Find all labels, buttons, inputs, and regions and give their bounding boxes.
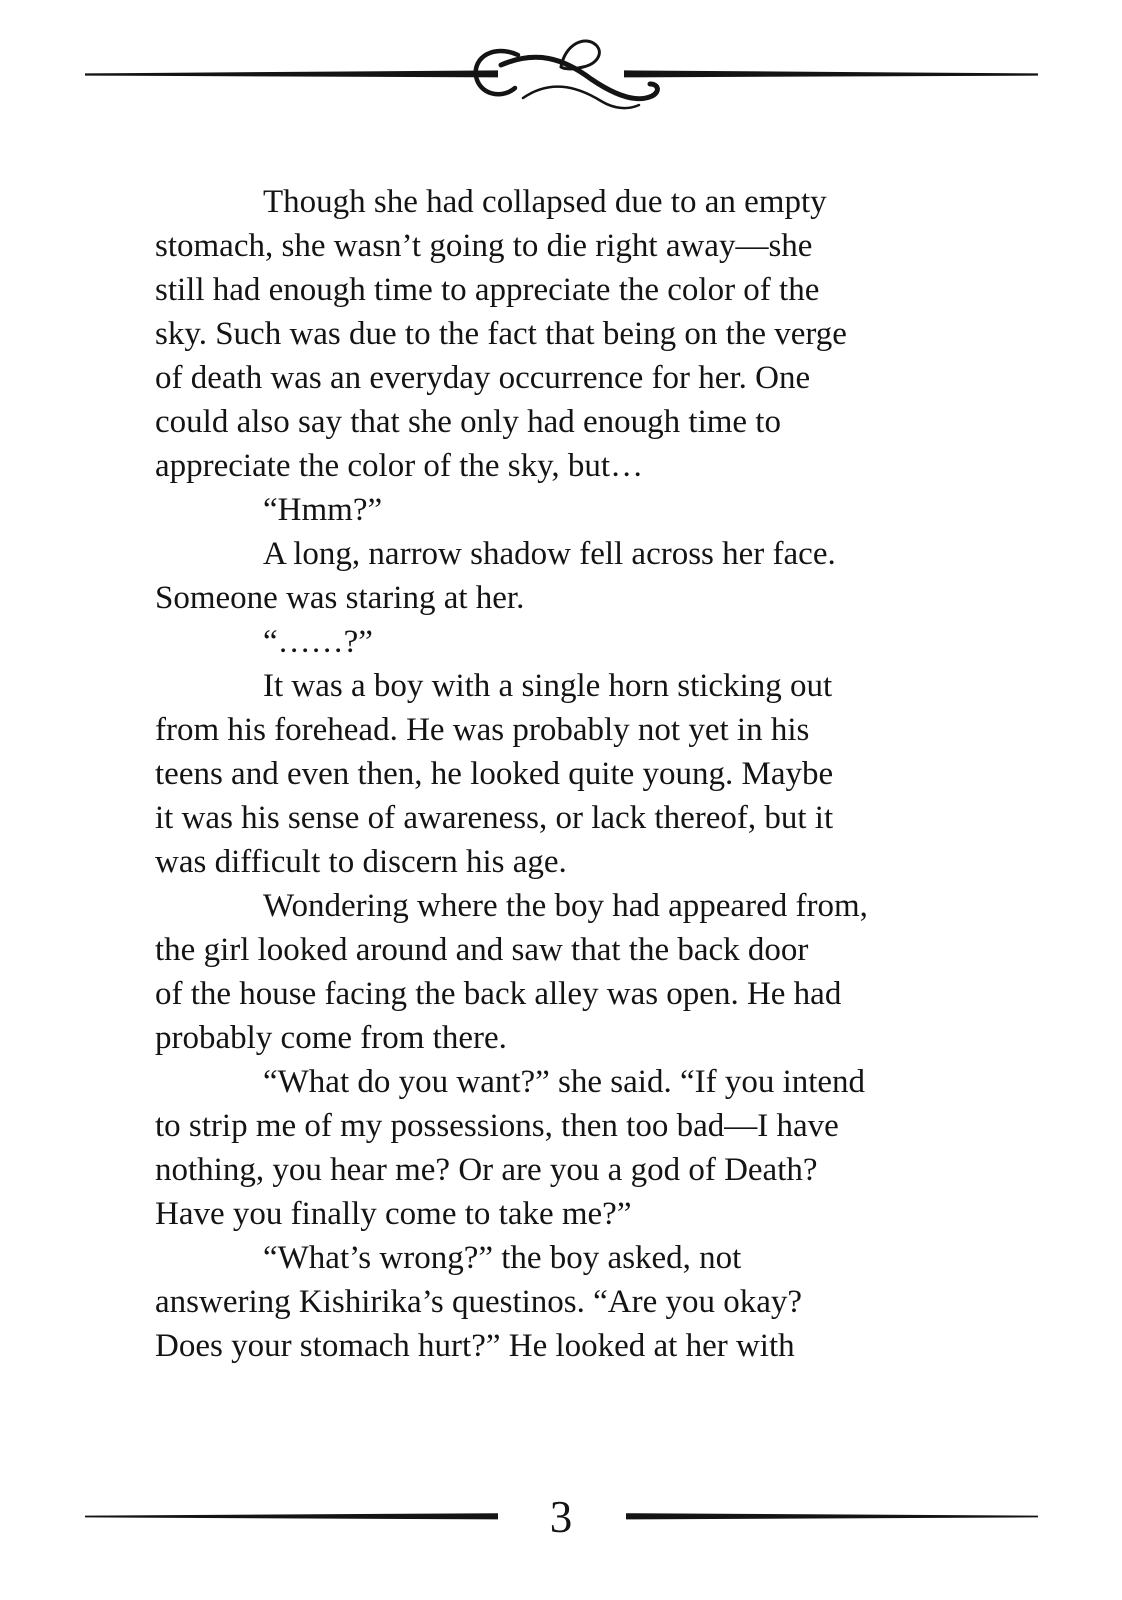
paragraph [155, 180, 967, 488]
text-line: sky. Such was due to the fact that being on the verge [155, 316, 847, 352]
text-line: of the house facing the back alley was open. He had [155, 976, 842, 1012]
text-line: “Hmm?” [263, 492, 383, 528]
text-line: was difficult to discern his age. [155, 844, 567, 880]
text-line: nothing, you hear me? Or are you a god of Death? [155, 1152, 818, 1188]
text-line: stomach, she wasn’t going to die right away—she [155, 228, 813, 264]
text-line: could also say that she only had enough time to [155, 404, 781, 440]
text-line: teens and even then, he looked quite young. Maybe [155, 756, 834, 792]
paragraph [155, 884, 967, 1060]
text-line: to strip me of my possessions, then too bad—I have [155, 1108, 839, 1144]
text-line: Wondering where the boy had appeared from, [263, 888, 868, 924]
header-rule [85, 70, 1038, 77]
text-line: still had enough time to appreciate the color of the [155, 272, 820, 308]
text-line: of death was an everyday occurrence for her. One [155, 360, 811, 396]
body-text [155, 180, 967, 1368]
paragraph [155, 532, 967, 620]
page-number: 3 [549, 1492, 573, 1542]
text-line: It was a boy with a single horn sticking out [263, 668, 833, 704]
text-line: probably come from there. [155, 1020, 507, 1056]
text-line: answering Kishirika’s questinos. “Are you okay? [155, 1284, 803, 1320]
text-line: “……?” [263, 624, 373, 660]
header-divider [0, 0, 1122, 130]
paragraph [155, 1236, 967, 1368]
text-line: Someone was staring at her. [155, 580, 525, 616]
text-line: the girl looked around and saw that the back door [155, 932, 809, 968]
text-line: appreciate the color of the sky, but… [155, 448, 644, 484]
text-line: “What’s wrong?” the boy asked, not [263, 1240, 742, 1276]
text-line: Have you finally come to take me?” [155, 1196, 632, 1232]
text-line: Does your stomach hurt?” He looked at her with [155, 1328, 795, 1364]
text-line: it was his sense of awareness, or lack thereof, but it [155, 800, 834, 836]
paragraph [155, 488, 967, 532]
text-line: from his forehead. He was probably not yet in his [155, 712, 810, 748]
paragraph [155, 664, 967, 884]
text-line: “What do you want?” she said. “If you intend [263, 1064, 866, 1100]
paragraph [155, 1060, 967, 1236]
text-line: Though she had collapsed due to an empty [263, 184, 827, 220]
text-line: A long, narrow shadow fell across her face. [263, 536, 836, 572]
paragraph [155, 620, 967, 664]
